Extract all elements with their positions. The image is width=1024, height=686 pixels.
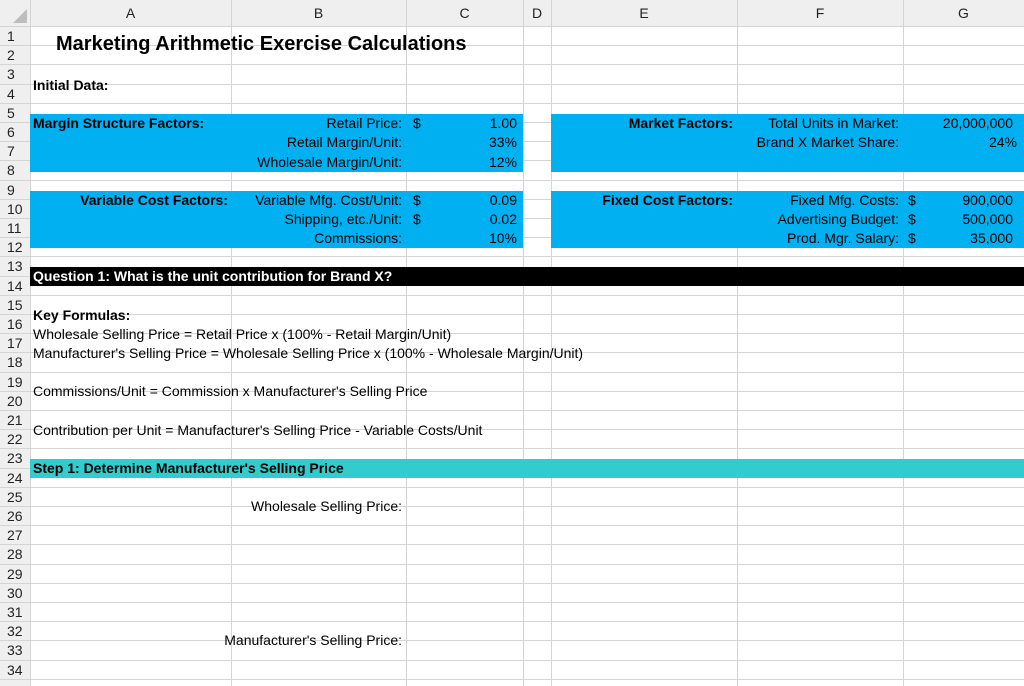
row-header[interactable]: 19	[7, 373, 23, 390]
row-gridline	[0, 295, 1024, 296]
row-header[interactable]: 16	[7, 316, 23, 332]
page-title[interactable]: Marketing Arithmetic Exercise Calculations	[56, 33, 467, 55]
column-gridline	[30, 0, 31, 686]
row-gridline	[0, 410, 1024, 411]
shipping-value[interactable]: 0.02	[489, 211, 517, 227]
step-1-text[interactable]: Step 1: Determine Manufacturer's Selling Price	[33, 460, 344, 476]
fixed-mfg-label[interactable]: Fixed Mfg. Costs:	[790, 192, 899, 208]
row-gridline	[0, 679, 1024, 680]
shipping-label[interactable]: Shipping, etc./Unit:	[284, 211, 402, 227]
row-header[interactable]: 15	[7, 296, 23, 313]
row-header[interactable]: 9	[7, 181, 15, 198]
row-header[interactable]: 22	[7, 431, 23, 448]
row-gridline	[0, 640, 1024, 641]
row-header[interactable]: 33	[7, 642, 23, 659]
manufacturers-selling-price-label[interactable]: Manufacturer's Selling Price:	[224, 632, 402, 648]
retail-margin-value[interactable]: 33%	[488, 134, 517, 150]
column-gridline	[551, 0, 552, 686]
row-header[interactable]: 34	[7, 661, 23, 678]
row-gridline	[0, 506, 1024, 507]
commissions-label[interactable]: Commissions:	[314, 230, 402, 246]
row-header[interactable]: 29	[7, 565, 23, 582]
row-header[interactable]: 8	[7, 162, 15, 179]
row-header[interactable]: 13	[7, 258, 23, 275]
question-1-text[interactable]: Question 1: What is the unit contribution for Brand X?	[33, 268, 393, 284]
column-header-f[interactable]: F	[815, 5, 825, 21]
column-header-g[interactable]: G	[958, 5, 969, 21]
row-header[interactable]: 6	[7, 124, 15, 140]
fixed-mfg-value[interactable]: 900,000	[962, 192, 1013, 208]
row-gridline	[0, 660, 1024, 661]
formula-commissions[interactable]: Commissions/Unit = Commission x Manufacturer's Selling Price	[33, 383, 428, 399]
margin-structure-heading[interactable]: Margin Structure Factors:	[33, 115, 205, 131]
row-header[interactable]: 24	[7, 469, 23, 486]
formula-wholesale-price[interactable]: Wholesale Selling Price = Retail Price x (100% - Retail Margin/Unit)	[33, 326, 452, 342]
row-header[interactable]: 25	[7, 488, 23, 505]
row-header[interactable]: 17	[7, 335, 23, 352]
column-header-c[interactable]: C	[459, 5, 470, 21]
column-header-b[interactable]: B	[313, 5, 324, 21]
wholesale-margin-label[interactable]: Wholesale Margin/Unit:	[257, 154, 402, 170]
fixed-cost-heading[interactable]: Fixed Cost Factors:	[602, 192, 733, 208]
column-header-a[interactable]: A	[125, 5, 136, 21]
row-header[interactable]: 11	[7, 220, 22, 236]
column-gridline	[523, 0, 524, 686]
row-gridline	[0, 180, 1024, 181]
initial-data-label[interactable]: Initial Data:	[33, 77, 109, 93]
row-header[interactable]: 31	[7, 604, 23, 620]
wholesale-selling-price-label[interactable]: Wholesale Selling Price:	[251, 498, 402, 514]
row-header[interactable]: 3	[7, 66, 15, 83]
advertising-value[interactable]: 500,000	[962, 211, 1013, 227]
key-formulas-heading[interactable]: Key Formulas:	[33, 307, 131, 323]
retail-margin-label[interactable]: Retail Margin/Unit:	[286, 134, 402, 150]
row-gridline	[0, 84, 1024, 85]
retail-price-label[interactable]: Retail Price:	[326, 115, 402, 131]
retail-price-currency[interactable]: $	[413, 115, 421, 131]
market-share-label[interactable]: Brand X Market Share:	[756, 134, 899, 150]
row-gridline	[0, 621, 1024, 622]
row-header[interactable]: 2	[7, 47, 15, 64]
row-gridline	[0, 26, 1024, 27]
row-gridline	[0, 103, 1024, 104]
row-gridline	[0, 544, 1024, 545]
row-header[interactable]: 18	[7, 354, 23, 371]
advertising-currency[interactable]: $	[908, 211, 916, 227]
row-header[interactable]: 7	[7, 143, 15, 160]
row-gridline	[0, 487, 1024, 488]
row-gridline	[0, 64, 1024, 65]
market-share-value[interactable]: 24%	[988, 134, 1017, 150]
row-gridline	[0, 564, 1024, 565]
formula-contribution[interactable]: Contribution per Unit = Manufacturer's Selling Price - Variable Costs/Unit	[33, 422, 483, 438]
total-units-value[interactable]: 20,000,000	[942, 115, 1013, 131]
commissions-value[interactable]: 10%	[488, 230, 517, 246]
row-header[interactable]: 27	[7, 527, 23, 544]
variable-cost-heading[interactable]: Variable Cost Factors:	[80, 192, 228, 208]
row-header[interactable]: 28	[7, 546, 23, 563]
row-header[interactable]: 20	[7, 392, 23, 409]
variable-mfg-value[interactable]: 0.09	[489, 192, 517, 208]
column-gridline	[737, 0, 738, 686]
salary-label[interactable]: Prod. Mgr. Salary:	[786, 230, 899, 246]
row-header[interactable]: 10	[7, 200, 23, 217]
row-header[interactable]: 32	[7, 623, 23, 640]
column-header-d[interactable]: D	[531, 5, 543, 21]
row-header[interactable]: 21	[7, 412, 23, 428]
row-header[interactable]: 12	[7, 239, 23, 256]
row-gridline	[0, 448, 1024, 449]
advertising-label[interactable]: Advertising Budget:	[777, 211, 899, 227]
row-gridline	[0, 525, 1024, 526]
row-gridline	[0, 314, 1024, 315]
row-header[interactable]: 23	[7, 450, 23, 467]
select-all-triangle-icon	[13, 9, 27, 23]
row-header[interactable]: 30	[7, 584, 23, 601]
row-header[interactable]: 14	[7, 277, 23, 294]
row-gridline	[0, 372, 1024, 373]
total-units-label[interactable]: Total Units in Market:	[768, 115, 899, 131]
row-header[interactable]: 5	[7, 104, 15, 121]
retail-price-value[interactable]: 1.00	[489, 115, 517, 131]
column-header-e[interactable]: E	[639, 5, 649, 21]
row-header[interactable]: 4	[7, 85, 15, 102]
salary-value[interactable]: 35,000	[970, 230, 1013, 246]
shipping-currency[interactable]: $	[413, 211, 421, 227]
formula-manufacturer-price[interactable]: Manufacturer's Selling Price = Wholesale Selling Price x (100% - Wholesale Margin/Unit)	[33, 345, 584, 361]
row-header[interactable]: 1	[7, 28, 15, 44]
row-gridline	[0, 583, 1024, 584]
column-gridline	[903, 0, 904, 686]
fixed-mfg-currency[interactable]: $	[908, 192, 916, 208]
variable-mfg-label[interactable]: Variable Mfg. Cost/Unit:	[255, 192, 402, 208]
select-all-corner[interactable]	[0, 0, 30, 27]
wholesale-margin-value[interactable]: 12%	[488, 154, 517, 170]
market-factors-heading[interactable]: Market Factors:	[628, 115, 733, 131]
row-header[interactable]: 26	[7, 508, 23, 524]
variable-mfg-currency[interactable]: $	[413, 192, 421, 208]
salary-currency[interactable]: $	[908, 230, 916, 246]
row-gridline	[0, 602, 1024, 603]
row-gridline	[0, 256, 1024, 257]
